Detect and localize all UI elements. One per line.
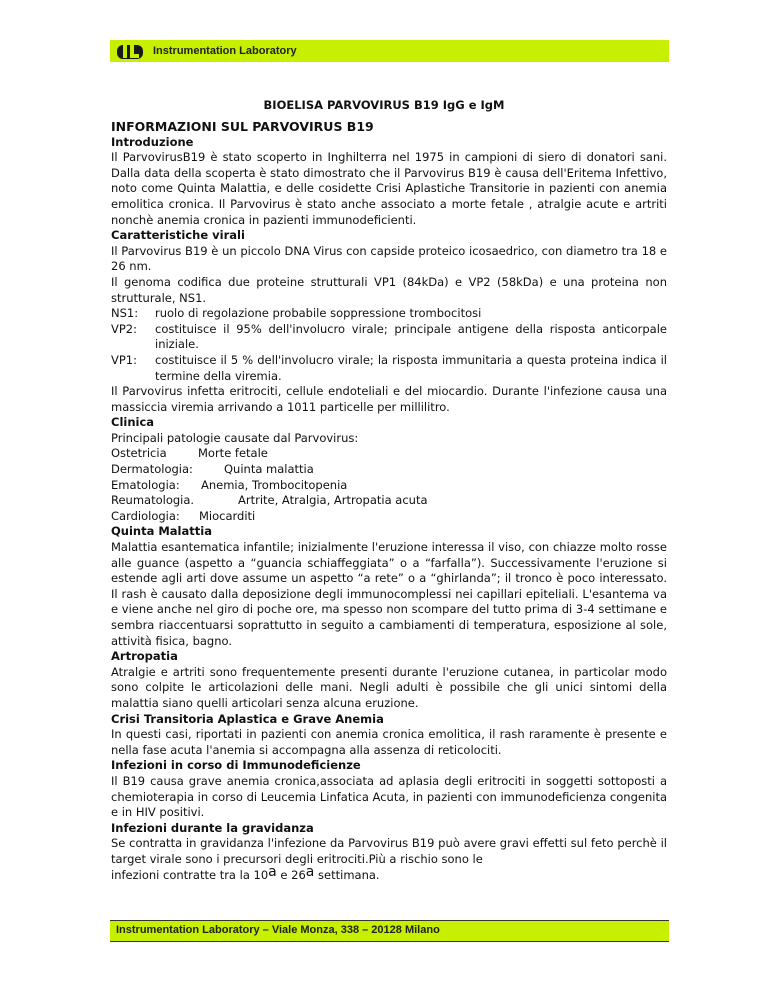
heading-clinica: Clinica bbox=[111, 415, 155, 430]
clinica-item bbox=[111, 462, 667, 478]
heading-introduzione: Introduzione bbox=[111, 134, 194, 149]
clinica-key: Cardiologia: bbox=[111, 508, 180, 523]
definition-key: NS1: bbox=[111, 306, 139, 321]
paragraph-caratteristiche-2: Il genoma codifica due proteine strutturali VP1 (84kDa) e VP2 (58kDa) e una proteina non strutturale, NS1. bbox=[111, 274, 667, 305]
clinica-item bbox=[111, 446, 667, 462]
paragraph-artropatia: Atralgie e artriti sono frequentemente presenti durante l'eruzione cutanea, in particolar modo sono colpite le articolazioni delle mani. Negli adulti è possibile che gli unici sintomi della malattia siano quelli articolari senza alcuna eruzione. bbox=[111, 664, 667, 710]
definition-value: costituisce il 95% dell'involucro virale; principale antigene della risposta anticorpale iniziale. bbox=[155, 321, 667, 352]
clinica-key: Ematologia: bbox=[111, 477, 180, 492]
definition-vp1 bbox=[111, 353, 667, 384]
paragraph-quinta-malattia: Malattia esantematica infantile; inizialmente l'eruzione interessa il viso, con chiazze molto rosse alle guance (aspetto a “guancia schiaffeggiata” o a “farfalla”). Successivamente l'eruzione si estende agli arti dove assume un aspetto “a rete” o a “ghirlanda”; il tronco è poco interessato. Il rash è causato dalla deposizione degli immunocomplessi nei capillari epiteliali. L'esantema va e viene anche nel giro di poche ore, ma spesso non scompare del tutto prima di 3-4 settimane e sembra riaccentuarsi soprattutto in seguito a cambiamenti di temperatura, esposizione al sole, attività fisica, bagno. bbox=[111, 540, 667, 648]
definition-value: ruolo di regolazione probabile soppressione trombocitosi bbox=[155, 306, 482, 321]
paragraph-crisi: In questi casi, riportati in pazienti con anemia cronica emolitica, il rash raramente è presente e nella fase acuta l'anemia si accompagna alla assenza di reticolociti. bbox=[111, 727, 667, 757]
text-span: e 26 bbox=[276, 867, 306, 882]
clinica-item bbox=[111, 478, 667, 494]
header-brand: Instrumentation Laboratory bbox=[153, 45, 297, 57]
footer-address: Instrumentation Laboratory – Viale Monza, 338 – 20128 Milano bbox=[116, 924, 440, 936]
heading-caratteristiche: Caratteristiche virali bbox=[111, 228, 245, 243]
definition-key: VP2: bbox=[111, 321, 137, 336]
clinica-value: Anemia, Trombocitopenia bbox=[201, 477, 348, 492]
paragraph-caratteristiche-3: Il Parvovirus infetta eritrociti, cellule endoteliali e del miocardio. Durante l'infezione causa una massiccia viremia arrivando a 1011 particelle per millilitro. bbox=[111, 384, 667, 414]
paragraph-gravidanza-last bbox=[111, 863, 667, 884]
clinica-key: Dermatologia: bbox=[111, 462, 193, 477]
paragraph-clinica-intro: Principali patologie causate dal Parvovirus: bbox=[111, 430, 359, 445]
heading-crisi: Crisi Transitoria Aplastica e Grave Anemia bbox=[111, 711, 384, 726]
heading-immunodeficienze: Infezioni in corso di Immunodeficienze bbox=[111, 758, 361, 773]
definition-vp2 bbox=[111, 322, 667, 353]
section-heading: INFORMAZIONI SUL PARVOVIRUS B19 bbox=[111, 119, 374, 134]
clinica-item bbox=[111, 493, 667, 509]
paragraph-introduzione: Il ParvovirusB19 è stato scoperto in Inghilterra nel 1975 in campioni di siero di donatori sani. Dalla data della scoperta è stato dimostrato che il Parvovirus B19 è causa dell'Eritema Infettivo, noto come Quinta Malattia, e delle cosidette Crisi Aplastiche Transitorie in pazienti con anemia emolitica cronica. Il Parvovirus è stato anche associato a morte fetale , atralgie acute e artriti nonchè anemia cronica in pazienti immunodeficienti. bbox=[111, 150, 667, 227]
clinica-value: Miocarditi bbox=[199, 508, 256, 523]
definition-value: costituisce il 5 % dell'involucro virale; la risposta immunitaria a questa proteina indica il termine della viremia. bbox=[155, 352, 667, 383]
document-body bbox=[111, 119, 667, 883]
paragraph-immunodeficienze: Il B19 causa grave anemia cronica,associata ad aplasia degli eritrociti in soggetti sottoposti a chemioterapia in corso di Leucemia Linfatica Acuta, in pazienti con immunodeficienza congenita e in HIV positivi. bbox=[111, 773, 667, 820]
heading-quinta-malattia: Quinta Malattia bbox=[111, 524, 212, 539]
text-span: infezioni contratte tra la 10 bbox=[111, 867, 269, 882]
heading-artropatia: Artropatia bbox=[111, 649, 178, 664]
clinica-key: Reumatologia. bbox=[111, 493, 195, 508]
clinica-item bbox=[111, 509, 667, 525]
clinica-value: Morte fetale bbox=[198, 446, 268, 461]
clinica-key: Ostetricia bbox=[111, 446, 167, 461]
il-logo-icon bbox=[116, 42, 144, 60]
clinica-value: Quinta malattia bbox=[224, 462, 314, 477]
superscript: a bbox=[305, 863, 315, 880]
paragraph-gravidanza: Se contratta in gravidanza l'infezione da Parvovirus B19 può avere gravi effetti sul feto perchè il target virale sono i precursori degli eritrociti.Più a rischio sono le bbox=[111, 836, 667, 866]
definition-key: VP1: bbox=[111, 352, 137, 367]
superscript: a bbox=[268, 863, 277, 880]
clinica-value: Artrite, Atralgia, Artropatia acuta bbox=[238, 493, 428, 508]
definition-ns1 bbox=[111, 306, 667, 322]
heading-gravidanza: Infezioni durante la gravidanza bbox=[111, 820, 314, 835]
text-span: settimana. bbox=[314, 867, 380, 882]
document-title: BIOELISA PARVOVIRUS B19 IgG e IgM bbox=[263, 98, 505, 112]
paragraph-caratteristiche-1: Il Parvovirus B19 è un piccolo DNA Virus con capside proteico icosaedrico, con diametro tra 18 e 26 nm. bbox=[111, 243, 667, 274]
